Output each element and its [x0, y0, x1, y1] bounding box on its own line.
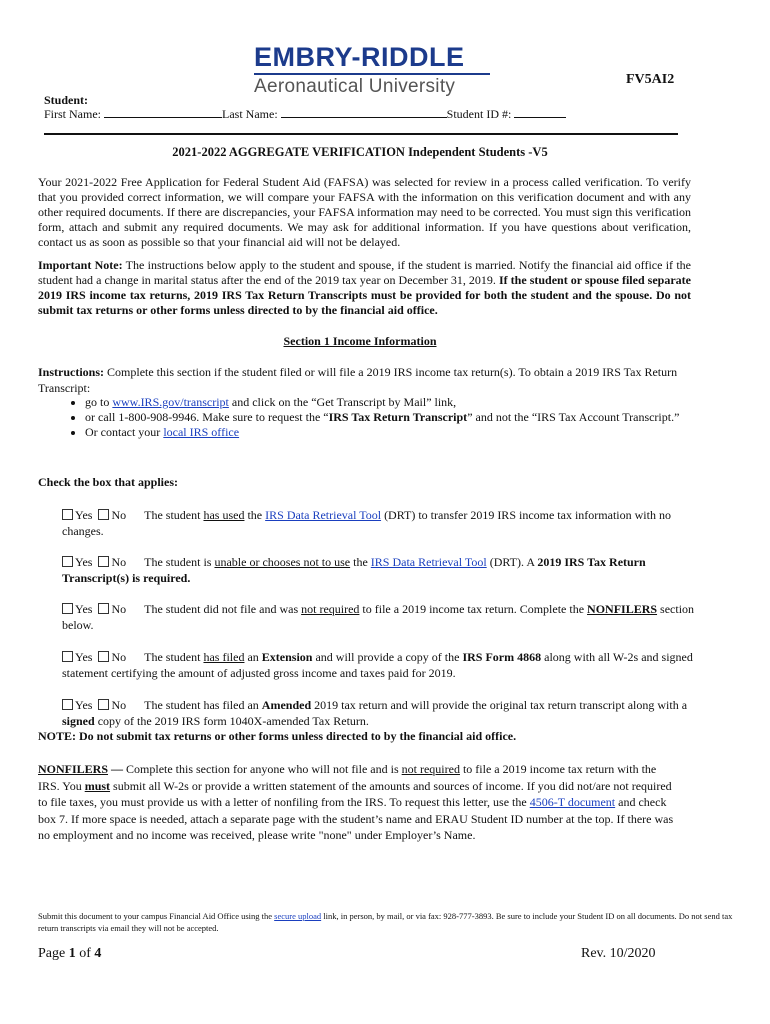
header-divider [44, 133, 678, 135]
student-name-row [44, 107, 566, 122]
option-extension: Yes No The student has filed an Extension and will provide a copy of the IRS Form 4868 along with all W-2s and signed statement certifying the amount of adjusted gross income and taxes paid for 2019. [62, 650, 693, 680]
option1-yes-checkbox[interactable] [62, 509, 73, 520]
form-title: 2021-2022 AGGREGATE VERIFICATION Independent Students -V5 [172, 145, 548, 159]
first-name-label: First Name: [44, 107, 101, 121]
student-id-field[interactable] [514, 107, 566, 118]
nonfilers-label: NONFILERS [38, 762, 109, 776]
first-name-field[interactable] [104, 107, 222, 118]
option4-yes-checkbox[interactable] [62, 651, 73, 662]
section1-title: Section 1 Income Information [283, 334, 437, 348]
important-label: Important Note: [38, 258, 123, 272]
check-heading: Check the box that applies: [38, 475, 179, 489]
university-logo [254, 44, 494, 96]
drt-link-1[interactable]: IRS Data Retrieval Tool [265, 508, 382, 522]
option-drt-not-used: Yes No The student is unable or chooses not to use the IRS Data Retrieval Tool (DRT). A 2019 IRS Tax Return Transcript(s) is required. [62, 555, 646, 585]
section1-instructions [38, 364, 688, 396]
option5-yes-checkbox[interactable] [62, 699, 73, 710]
important-note [38, 258, 691, 318]
bullet-local-office: • Or contact your local IRS office [85, 425, 725, 440]
option-did-not-file: Yes No The student did not file and was not required to file a 2019 income tax return. Complete the NONFILERS section below. [62, 602, 695, 632]
option-amended: Yes No The student has filed an Amended 2019 tax return and will provide the original tax return transcript along with a signed copy of the 2019 IRS form 1040X-amended Tax Return. [62, 698, 688, 728]
option3-no-checkbox[interactable] [98, 603, 109, 614]
instructions-label: Instructions: [38, 365, 105, 379]
option-drt-used: Yes No The student has used the IRS Data Retrieval Tool (DRT) to transfer 2019 IRS income tax information with no changes. [62, 508, 671, 538]
student-id-label: Student ID #: [446, 107, 512, 121]
intro-paragraph: Your 2021-2022 Free Application for Federal Student Aid (FAFSA) was selected for review in a process called verification. To verify that you provided correct information, we will compare your FAFSA with the information on this verification document and with any other required documents. If there are discrepancies, your FAFSA information may need to be corrected. You must sign this verification form, attach and submit any required documents. We may ask for additional information. If you have questions about verification, contact us as soon as possible so that your financial aid will not be delayed. [38, 175, 691, 249]
logo-name: EMBRY-RIDDLE [254, 42, 465, 72]
option4-no-checkbox[interactable] [98, 651, 109, 662]
instructions-text: Complete this section if the student filed or will file a 2019 IRS income tax return(s). To obtain a 2019 IRS Tax Return Transcript: [38, 365, 678, 395]
bullet-website: • go to www.IRS.gov/transcript and click on the “Get Transcript by Mail” link, [85, 395, 725, 410]
revision-date: Rev. 10/2020 [581, 946, 656, 961]
note-do-not-submit: NOTE: Do not submit tax returns or other forms unless directed to by the financial aid office. [38, 729, 517, 743]
form-code: FV5AI2 [626, 72, 675, 87]
last-name-field[interactable] [281, 107, 447, 118]
secure-upload-link[interactable]: secure upload [274, 911, 322, 921]
important-bold-text: If the student or spouse filed separate 2019 IRS income tax returns, 2019 IRS Tax Return Transcripts must be provided for both the student and the spouse. Do not submit tax returns or other forms unless directed to by the financial aid office. [38, 273, 691, 317]
transcript-bullets [38, 395, 725, 440]
form-4506t-link[interactable]: 4506-T document [529, 795, 616, 809]
drt-link-2[interactable]: IRS Data Retrieval Tool [370, 555, 487, 569]
option5-no-checkbox[interactable] [98, 699, 109, 710]
page-number: Page 1 of 4 [38, 946, 102, 961]
student-heading: Student: [44, 93, 89, 107]
option3-yes-checkbox[interactable] [62, 603, 73, 614]
option2-no-checkbox[interactable] [98, 556, 109, 567]
logo-subtitle: Aeronautical University [254, 76, 456, 97]
submission-note: Submit this document to your campus Financial Aid Office using the secure upload link, in person, by mail, or via fax: 928-777-3893. Be sure to include your Student ID on all documents. Do not send tax return transcripts via email they will not be accepted. [38, 911, 733, 933]
bullet-phone: • or call 1-800-908-9946. Make sure to request the “IRS Tax Return Transcript” and not the “IRS Tax Account Transcript.” [85, 410, 725, 425]
local-irs-office-link[interactable]: local IRS office [163, 425, 240, 439]
logo-rule [254, 73, 490, 75]
last-name-label: Last Name: [222, 107, 278, 121]
nonfilers-section: NONFILERS — Complete this section for anyone who will not file and is not required to file a 2019 income tax return with the IRS. You must submit all W-2s or provide a written statement of the amounts and sources of income. If you did not/are not required to file taxes, you must provide us with a letter of nonfiling from the IRS. To request this letter, use the 4506-T document and check box 7. If more space is needed, attach a separate page with the student’s name and ERAU Student ID number at the top. If there was no employment and no income was received, please write "none" under Employer’s Name. [38, 762, 674, 842]
option1-no-checkbox[interactable] [98, 509, 109, 520]
important-text: The instructions below apply to the student and spouse, if the student is married. Notify the financial aid office if the student had a change in marital status after the end of the 2019 tax year on December 31, 2019. [38, 258, 691, 287]
option2-yes-checkbox[interactable] [62, 556, 73, 567]
irs-transcript-link[interactable]: www.IRS.gov/transcript [112, 395, 229, 409]
